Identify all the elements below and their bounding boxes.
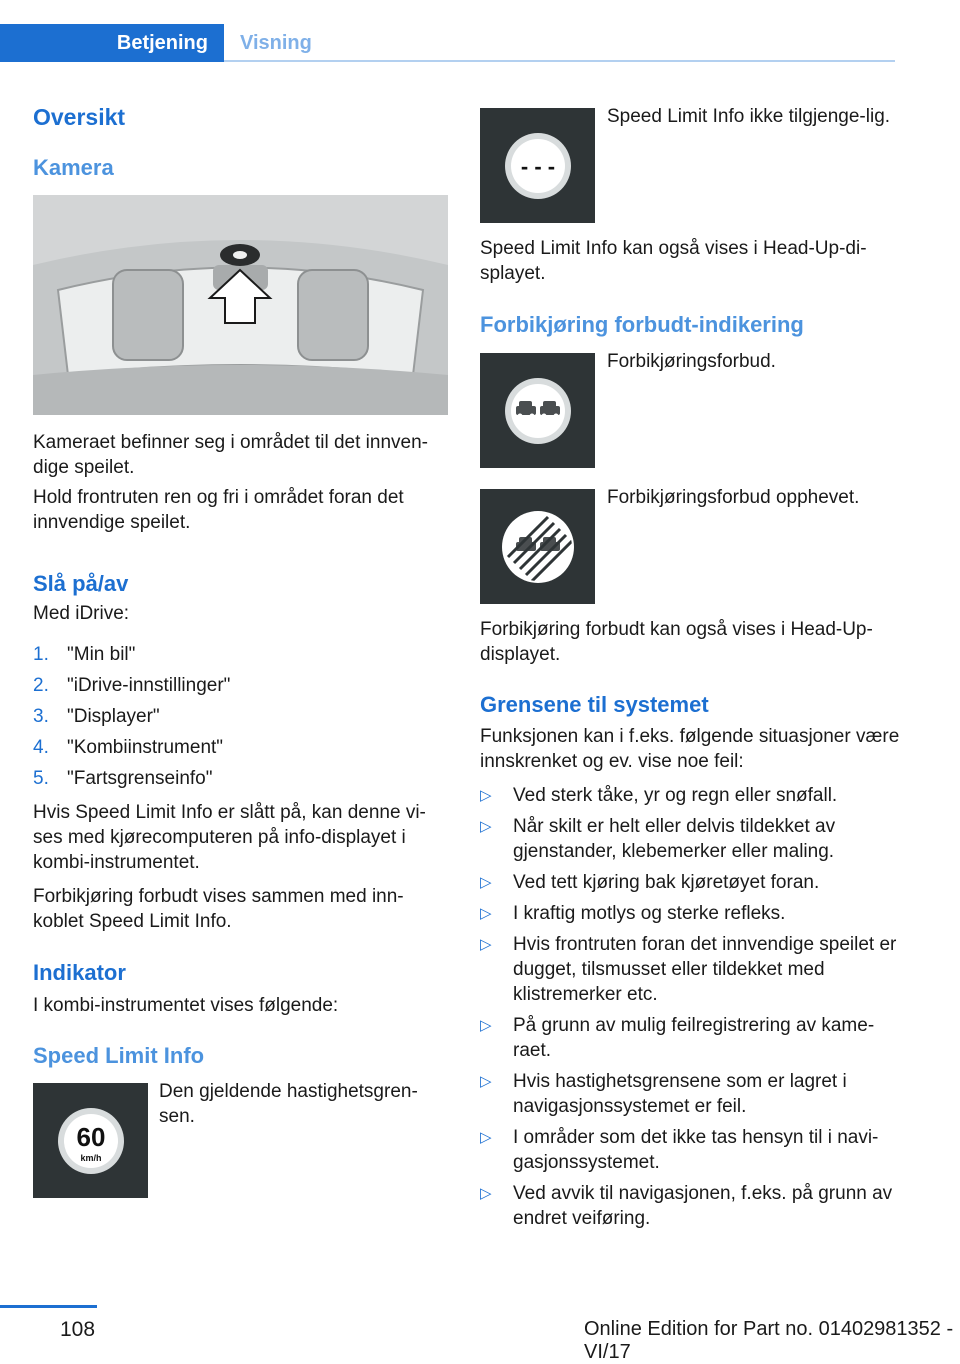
list-item: ▷ Hvis frontruten foran det innvendige speilet er dugget, tilsmusset eller tildekket med klistremerker etc. bbox=[480, 934, 897, 1005]
list-item: ▷ Ved avvik til navigasjonen, f.eks. på grunn av endret veiføring. bbox=[480, 1183, 893, 1229]
header-tabs bbox=[0, 0, 960, 62]
no-overtaking-end-icon bbox=[480, 489, 595, 604]
onoff-text-1: Hvis Speed Limit Info er slått på, kan denne vi-ses med kjørecomputeren på info-displayet i kombi-instrumentet. bbox=[33, 802, 426, 873]
speed-limit-unavailable-icon bbox=[480, 108, 595, 223]
indicator-heading: Indikator bbox=[33, 960, 126, 985]
footer-rule bbox=[0, 1305, 97, 1308]
indicator-intro: I kombi-instrumentet vises følgende: bbox=[33, 995, 339, 1016]
sli-unavailable-text: Speed Limit Info ikke tilgjenge-lig. bbox=[607, 106, 891, 127]
triangle-bullet-icon: ▷ bbox=[480, 1017, 492, 1034]
overtake-ban-text: Forbikjøringsforbud. bbox=[607, 351, 776, 372]
list-item: ▷ I områder som det ikke tas hensyn til i navi-gasjonssystemet. bbox=[480, 1127, 879, 1173]
list-item: ▷ På grunn av mulig feilregistrering av kame-raet. bbox=[480, 1015, 875, 1061]
camera-text-1: Kameraet befinner seg i området til det innven-dige speilet. bbox=[33, 432, 428, 478]
list-item: ▷ Ved tett kjøring bak kjøretøyet foran. bbox=[480, 872, 820, 893]
svg-text:km/h: km/h bbox=[79, 1152, 102, 1163]
triangle-bullet-icon: ▷ bbox=[480, 1129, 492, 1146]
onoff-steps bbox=[33, 642, 453, 797]
list-item: ▷ I kraftig motlys og sterke refleks. bbox=[480, 903, 786, 924]
limits-list bbox=[480, 783, 900, 1237]
triangle-bullet-icon: ▷ bbox=[480, 874, 492, 891]
tab-betjening[interactable]: Betjening bbox=[0, 24, 224, 62]
page-number: 108 bbox=[60, 1318, 96, 1341]
limits-intro: Funksjonen kan i f.eks. følgende situasjoner være innskrenket og ev. vise noe feil: bbox=[480, 726, 900, 772]
overtake-hud-text: Forbikjøring forbudt kan også vises i Head-Up-displayet. bbox=[480, 619, 873, 665]
overtake-heading: Forbikjøring forbudt-indikering bbox=[480, 312, 804, 337]
svg-text:60: 60 bbox=[76, 1121, 105, 1152]
edition-note: Online Edition for Part no. 01402981352 - VI/17 bbox=[584, 1318, 954, 1363]
section-title: Oversikt bbox=[33, 104, 126, 130]
step-item: 1. "Min bil" bbox=[33, 644, 136, 665]
triangle-bullet-icon: ▷ bbox=[480, 936, 492, 953]
triangle-bullet-icon: ▷ bbox=[480, 787, 492, 804]
sli-hud-text: Speed Limit Info kan også vises i Head-Up-di-splayet. bbox=[480, 238, 867, 284]
sli-current-text: Den gjeldende hastighetsgren-sen. bbox=[159, 1081, 418, 1127]
overtake-lifted-text: Forbikjøringsforbud opphevet. bbox=[607, 487, 860, 508]
step-item: 5. "Fartsgrenseinfo" bbox=[33, 768, 213, 789]
step-item: 3. "Displayer" bbox=[33, 706, 160, 727]
list-item: ▷ Hvis hastighetsgrensene som er lagret i navigasjonssystemet er feil. bbox=[480, 1071, 847, 1117]
svg-text:- - -: - - - bbox=[520, 153, 555, 179]
triangle-bullet-icon: ▷ bbox=[480, 905, 492, 922]
triangle-bullet-icon: ▷ bbox=[480, 818, 492, 835]
step-item: 4. "Kombiinstrument" bbox=[33, 737, 224, 758]
limits-heading: Grensene til systemet bbox=[480, 692, 709, 717]
list-item: ▷ Ved sterk tåke, yr og regn eller snøfall. bbox=[480, 785, 838, 806]
onoff-intro: Med iDrive: bbox=[33, 603, 130, 624]
tab-visning[interactable]: Visning bbox=[240, 32, 312, 54]
onoff-text-2: Forbikjøring forbudt vises sammen med inn-koblet Speed Limit Info. bbox=[33, 886, 404, 932]
triangle-bullet-icon: ▷ bbox=[480, 1073, 492, 1090]
camera-heading: Kamera bbox=[33, 155, 114, 180]
triangle-bullet-icon: ▷ bbox=[480, 1185, 492, 1202]
no-overtaking-icon bbox=[480, 353, 595, 468]
tab-divider bbox=[224, 60, 895, 62]
sli-heading: Speed Limit Info bbox=[33, 1043, 205, 1068]
onoff-heading: Slå på/av bbox=[33, 571, 129, 596]
speed-limit-60-icon bbox=[33, 1083, 148, 1198]
list-item: ▷ Når skilt er helt eller delvis tildekket av gjenstander, klebemerker eller maling. bbox=[480, 816, 836, 862]
camera-photo bbox=[33, 195, 448, 415]
step-item: 2. "iDrive-innstillinger" bbox=[33, 675, 231, 696]
camera-text-2: Hold frontruten ren og fri i området foran det innvendige speilet. bbox=[33, 487, 404, 533]
